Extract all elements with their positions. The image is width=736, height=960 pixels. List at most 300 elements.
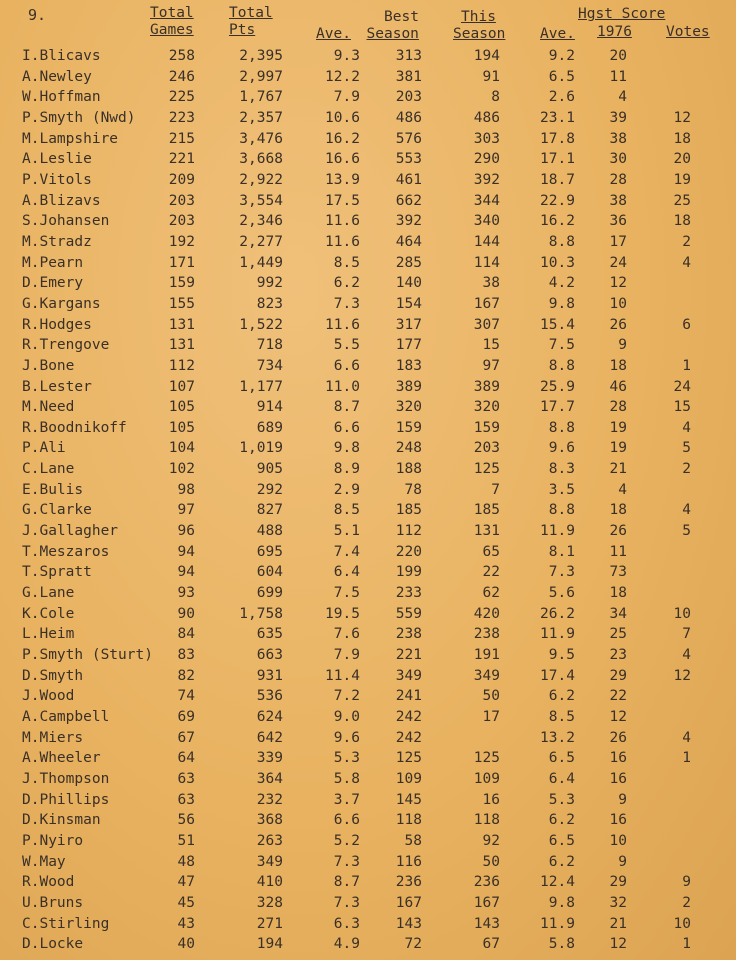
season-average-cell: 6.5	[548, 750, 575, 767]
player-name-cell: R.Wood	[22, 874, 75, 891]
total-pts-cell: 734	[256, 357, 283, 374]
average-cell: 6.6	[333, 357, 360, 374]
highest-score-cell: 4	[618, 481, 627, 498]
season-average-cell: 8.3	[548, 461, 575, 478]
highest-score-cell: 10	[609, 295, 627, 312]
best-season-cell: 349	[395, 667, 422, 684]
player-name-cell: A.Campbell	[22, 709, 110, 725]
votes-cell: 1	[682, 750, 691, 767]
player-name-cell: J.Bone	[22, 357, 75, 374]
best-season-cell: 285	[395, 254, 422, 271]
this-season-cell: 191	[473, 647, 500, 664]
votes-cell	[627, 831, 691, 852]
votes-cell: 1	[682, 936, 691, 953]
this-season-cell: 125	[473, 461, 500, 478]
table-row	[22, 604, 691, 625]
average-cell: 6.3	[333, 915, 360, 932]
player-name-cell: M.Need	[22, 399, 75, 416]
average-cell: 11.0	[325, 378, 360, 395]
average-cell: 7.4	[333, 543, 360, 560]
highest-score-cell: 28	[609, 171, 627, 188]
table-row	[22, 253, 691, 274]
average-cell: 11.6	[325, 316, 360, 333]
player-name-cell: W.Hoffman	[22, 89, 101, 106]
total-games-cell: 43	[177, 915, 195, 932]
average-cell: 9.0	[333, 709, 360, 725]
votes-cell	[627, 542, 691, 563]
best-season-cell: 242	[395, 709, 422, 725]
total-games-cell: 258	[168, 48, 195, 64]
votes-cell: 4	[682, 254, 691, 271]
total-pts-cell: 3,476	[239, 130, 283, 147]
season-average-cell: 6.2	[548, 853, 575, 870]
best-season-cell: 140	[395, 275, 422, 292]
player-name-cell: D.Phillips	[22, 791, 110, 808]
header-year: 1976	[597, 24, 632, 40]
total-games-cell: 246	[168, 68, 195, 85]
best-season-cell: 145	[395, 791, 422, 808]
total-games-cell: 64	[177, 750, 195, 767]
header-games-bottom: Games	[150, 22, 194, 38]
this-season-cell: 392	[473, 171, 500, 188]
total-pts-cell: 2,997	[239, 68, 283, 85]
average-cell: 16.6	[325, 151, 360, 168]
table-row	[22, 521, 691, 542]
total-games-cell: 63	[177, 791, 195, 808]
table-row	[22, 377, 691, 398]
highest-score-cell: 25	[609, 626, 627, 643]
best-season-cell: 313	[395, 48, 422, 64]
best-season-cell: 199	[395, 564, 422, 581]
best-season-cell: 381	[395, 68, 422, 85]
this-season-cell: 62	[482, 585, 500, 602]
player-name-cell: P.Nyiro	[22, 832, 84, 849]
player-name-cell: G.Lane	[22, 585, 75, 602]
total-pts-cell: 364	[256, 770, 283, 787]
this-season-cell: 167	[473, 894, 500, 911]
total-games-cell: 192	[168, 233, 195, 250]
votes-cell	[627, 562, 691, 583]
best-season-cell: 389	[395, 378, 422, 395]
header-best-top: Best	[384, 9, 419, 25]
best-season-cell: 58	[404, 832, 422, 849]
votes-cell: 2	[682, 233, 691, 250]
table-row	[22, 315, 691, 336]
table-row	[22, 459, 691, 480]
best-season-cell: 220	[395, 543, 422, 560]
total-pts-cell: 3,668	[239, 151, 283, 168]
player-name-cell: R.Hodges	[22, 316, 92, 333]
highest-score-cell: 16	[609, 812, 627, 829]
season-average-cell: 13.2	[540, 729, 575, 746]
this-season-cell: 7	[491, 481, 500, 498]
season-average-cell: 6.2	[548, 812, 575, 829]
votes-cell: 12	[673, 109, 691, 126]
total-pts-cell: 931	[256, 667, 283, 684]
best-season-cell: 183	[395, 357, 422, 374]
player-name-cell: C.Stirling	[22, 915, 110, 932]
header-best-season	[366, 9, 419, 43]
highest-score-cell: 46	[609, 378, 627, 395]
average-cell: 8.7	[333, 874, 360, 891]
average-cell: 5.2	[333, 832, 360, 849]
average-cell: 8.5	[333, 254, 360, 271]
highest-score-cell: 21	[609, 461, 627, 478]
player-name-cell: A.Wheeler	[22, 750, 101, 767]
highest-score-cell: 10	[609, 832, 627, 849]
average-cell: 7.6	[333, 626, 360, 643]
player-name-cell: A.Leslie	[22, 151, 92, 168]
average-cell: 5.8	[333, 770, 360, 787]
highest-score-cell: 38	[609, 192, 627, 209]
total-games-cell: 209	[168, 171, 195, 188]
average-cell: 13.9	[325, 171, 360, 188]
season-average-cell: 8.8	[548, 502, 575, 519]
best-season-cell: 143	[395, 915, 422, 932]
votes-cell	[627, 810, 691, 831]
season-average-cell: 2.6	[548, 89, 575, 106]
average-cell: 11.6	[325, 213, 360, 230]
average-cell: 9.3	[333, 48, 360, 64]
votes-cell	[627, 335, 691, 356]
player-name-cell: D.Emery	[22, 275, 84, 292]
season-average-cell: 12.4	[540, 874, 575, 891]
votes-cell: 10	[673, 605, 691, 622]
header-pts-bottom: Pts	[229, 22, 256, 38]
votes-cell: 6	[682, 316, 691, 333]
average-cell: 5.3	[333, 750, 360, 767]
average-cell: 5.5	[333, 337, 360, 354]
total-games-cell: 48	[177, 853, 195, 870]
table-row	[22, 852, 691, 873]
season-average-cell: 6.2	[548, 688, 575, 705]
total-pts-cell: 992	[256, 275, 283, 292]
total-games-cell: 107	[168, 378, 195, 395]
total-games-cell: 131	[168, 337, 195, 354]
highest-score-cell: 73	[609, 564, 627, 581]
this-season-cell: 238	[473, 626, 500, 643]
average-cell: 6.6	[333, 419, 360, 436]
table-row	[22, 748, 691, 769]
season-average-cell: 8.5	[548, 709, 575, 725]
total-pts-cell: 339	[256, 750, 283, 767]
this-season-cell: 16	[482, 791, 500, 808]
votes-cell: 7	[682, 626, 691, 643]
this-season-cell: 144	[473, 233, 500, 250]
season-average-cell: 9.5	[548, 647, 575, 664]
header-best-bottom: Season	[366, 26, 419, 42]
best-season-cell: 241	[395, 688, 422, 705]
this-season-cell: 92	[482, 832, 500, 849]
best-season-cell: 464	[395, 233, 422, 250]
votes-cell	[627, 273, 691, 294]
table-row	[22, 831, 691, 852]
this-season-cell: 15	[482, 337, 500, 354]
this-season-cell	[422, 728, 500, 749]
votes-cell	[627, 686, 691, 707]
table-row	[22, 87, 691, 108]
best-season-cell: 238	[395, 626, 422, 643]
player-name-cell: M.Lampshire	[22, 130, 119, 147]
total-games-cell: 94	[177, 564, 195, 581]
total-games-cell: 155	[168, 295, 195, 312]
highest-score-cell: 11	[609, 543, 627, 560]
total-games-cell: 90	[177, 605, 195, 622]
votes-cell: 10	[673, 915, 691, 932]
player-name-cell: M.Miers	[22, 729, 84, 746]
best-season-cell: 233	[395, 585, 422, 602]
total-games-cell: 63	[177, 770, 195, 787]
votes-cell: 4	[682, 419, 691, 436]
player-name-cell: D.Locke	[22, 936, 84, 953]
header-this-top: This	[461, 9, 496, 25]
table-row	[22, 170, 691, 191]
total-pts-cell: 292	[256, 481, 283, 498]
votes-cell	[627, 583, 691, 604]
table-row	[22, 728, 691, 749]
total-pts-cell: 699	[256, 585, 283, 602]
votes-cell: 5	[682, 440, 691, 457]
season-average-cell: 26.2	[540, 605, 575, 622]
total-games-cell: 97	[177, 502, 195, 519]
total-pts-cell: 263	[256, 832, 283, 849]
highest-score-cell: 9	[618, 337, 627, 354]
total-pts-cell: 905	[256, 461, 283, 478]
average-cell: 8.9	[333, 461, 360, 478]
season-average-cell: 16.2	[540, 213, 575, 230]
player-name-cell: J.Wood	[22, 688, 75, 705]
season-average-cell: 11.9	[540, 626, 575, 643]
total-games-cell: 82	[177, 667, 195, 684]
best-season-cell: 553	[395, 151, 422, 168]
total-pts-cell: 2,395	[239, 48, 283, 64]
votes-cell: 19	[673, 171, 691, 188]
header-ave: Ave.	[316, 26, 351, 42]
total-pts-cell: 827	[256, 502, 283, 519]
table-row	[22, 542, 691, 563]
highest-score-cell: 30	[609, 151, 627, 168]
highest-score-cell: 18	[609, 585, 627, 602]
this-season-cell: 290	[473, 151, 500, 168]
total-games-cell: 105	[168, 399, 195, 416]
player-name-cell: R.Trengove	[22, 337, 110, 354]
this-season-cell: 420	[473, 605, 500, 622]
average-cell: 5.1	[333, 523, 360, 540]
table-row	[22, 624, 691, 645]
best-season-cell: 662	[395, 192, 422, 209]
votes-cell	[627, 46, 691, 67]
header-highest-score: Hgst Score	[578, 6, 666, 22]
this-season-cell: 340	[473, 213, 500, 230]
total-games-cell: 102	[168, 461, 195, 478]
best-season-cell: 236	[395, 874, 422, 891]
total-games-cell: 69	[177, 709, 195, 725]
total-pts-cell: 349	[256, 853, 283, 870]
total-games-cell: 96	[177, 523, 195, 540]
season-average-cell: 17.8	[540, 130, 575, 147]
highest-score-cell: 26	[609, 729, 627, 746]
highest-score-cell: 20	[609, 48, 627, 64]
votes-cell	[627, 87, 691, 108]
season-average-cell: 5.6	[548, 585, 575, 602]
table-row	[22, 149, 691, 170]
total-games-cell: 74	[177, 688, 195, 705]
header-games-top: Total	[150, 5, 194, 21]
total-games-cell: 98	[177, 481, 195, 498]
average-cell: 8.5	[333, 502, 360, 519]
highest-score-cell: 29	[609, 874, 627, 891]
table-row	[22, 707, 691, 728]
highest-score-cell: 16	[609, 770, 627, 787]
player-name-cell: M.Stradz	[22, 233, 92, 250]
votes-cell	[627, 294, 691, 315]
total-pts-cell: 642	[256, 729, 283, 746]
total-pts-cell: 194	[256, 936, 283, 953]
total-games-cell: 47	[177, 874, 195, 891]
player-name-cell: W.May	[22, 853, 66, 870]
best-season-cell: 177	[395, 337, 422, 354]
season-average-cell: 9.6	[548, 440, 575, 457]
average-cell: 6.2	[333, 275, 360, 292]
votes-cell	[627, 852, 691, 873]
table-row	[22, 583, 691, 604]
votes-cell	[627, 769, 691, 790]
season-average-cell: 5.3	[548, 791, 575, 808]
total-pts-cell: 689	[256, 419, 283, 436]
total-games-cell: 40	[177, 936, 195, 953]
highest-score-cell: 36	[609, 213, 627, 230]
highest-score-cell: 32	[609, 894, 627, 911]
this-season-cell: 203	[473, 440, 500, 457]
player-name-cell: S.Johansen	[22, 213, 110, 230]
best-season-cell: 248	[395, 440, 422, 457]
table-row	[22, 273, 691, 294]
season-average-cell: 9.8	[548, 894, 575, 911]
this-season-cell: 159	[473, 419, 500, 436]
table-row	[22, 191, 691, 212]
highest-score-cell: 9	[618, 853, 627, 870]
highest-score-cell: 12	[609, 275, 627, 292]
highest-score-cell: 9	[618, 791, 627, 808]
total-games-cell: 159	[168, 275, 195, 292]
this-season-cell: 97	[482, 357, 500, 374]
best-season-cell: 242	[395, 729, 422, 746]
this-season-cell: 50	[482, 853, 500, 870]
total-games-cell: 223	[168, 109, 195, 126]
season-average-cell: 10.3	[540, 254, 575, 271]
total-pts-cell: 232	[256, 791, 283, 808]
player-name-cell: C.Lane	[22, 461, 75, 478]
season-average-cell: 4.2	[548, 275, 575, 292]
highest-score-cell: 29	[609, 667, 627, 684]
this-season-cell: 344	[473, 192, 500, 209]
total-pts-cell: 1,758	[239, 605, 283, 622]
total-pts-cell: 2,922	[239, 171, 283, 188]
total-games-cell: 105	[168, 419, 195, 436]
average-cell: 7.9	[333, 89, 360, 106]
this-season-cell: 486	[473, 109, 500, 126]
player-name-cell: T.Spratt	[22, 564, 92, 581]
table-row	[22, 438, 691, 459]
player-name-cell: A.Blizavs	[22, 192, 101, 209]
season-average-cell: 5.8	[548, 936, 575, 953]
season-average-cell: 3.5	[548, 481, 575, 498]
votes-cell: 4	[682, 647, 691, 664]
header-ave2: Ave.	[540, 26, 575, 42]
votes-cell: 9	[682, 874, 691, 891]
table-row	[22, 914, 691, 935]
highest-score-cell: 23	[609, 647, 627, 664]
best-season-cell: 72	[404, 936, 422, 953]
table-row	[22, 232, 691, 253]
player-name-cell: A.Newley	[22, 68, 92, 85]
votes-cell	[627, 790, 691, 811]
total-games-cell: 45	[177, 894, 195, 911]
total-pts-cell: 823	[256, 295, 283, 312]
player-name-cell: P.Smyth (Sturt)	[22, 647, 153, 664]
header-total-pts	[229, 5, 273, 39]
highest-score-cell: 26	[609, 523, 627, 540]
player-name-cell: P.Smyth (Nwd)	[22, 109, 136, 126]
average-cell: 17.5	[325, 192, 360, 209]
votes-cell	[627, 67, 691, 88]
highest-score-cell: 19	[609, 419, 627, 436]
season-average-cell: 25.9	[540, 378, 575, 395]
average-cell: 9.8	[333, 440, 360, 457]
highest-score-cell: 22	[609, 688, 627, 705]
total-games-cell: 215	[168, 130, 195, 147]
season-average-cell: 23.1	[540, 109, 575, 126]
table-row	[22, 418, 691, 439]
average-cell: 6.4	[333, 564, 360, 581]
best-season-cell: 116	[395, 853, 422, 870]
highest-score-cell: 21	[609, 915, 627, 932]
votes-cell	[627, 480, 691, 501]
total-games-cell: 84	[177, 626, 195, 643]
total-pts-cell: 1,449	[239, 254, 283, 271]
total-games-cell: 56	[177, 812, 195, 829]
header-pts-top: Total	[229, 5, 273, 21]
season-average-cell: 17.4	[540, 667, 575, 684]
this-season-cell: 65	[482, 543, 500, 560]
this-season-cell: 17	[482, 709, 500, 725]
this-season-cell: 91	[482, 68, 500, 85]
season-average-cell: 11.9	[540, 915, 575, 932]
player-name-cell: D.Smyth	[22, 667, 84, 684]
table-row	[22, 810, 691, 831]
table-row	[22, 397, 691, 418]
table-row	[22, 769, 691, 790]
average-cell: 2.9	[333, 481, 360, 498]
highest-score-cell: 39	[609, 109, 627, 126]
average-cell: 8.7	[333, 399, 360, 416]
best-season-cell: 461	[395, 171, 422, 188]
votes-cell: 1	[682, 357, 691, 374]
season-average-cell: 17.7	[540, 399, 575, 416]
this-season-cell: 118	[473, 812, 500, 829]
player-name-cell: J.Thompson	[22, 770, 110, 787]
best-season-cell: 559	[395, 605, 422, 622]
season-average-cell: 6.4	[548, 770, 575, 787]
player-name-cell: P.Vitols	[22, 171, 92, 188]
best-season-cell: 112	[395, 523, 422, 540]
table-row	[22, 211, 691, 232]
highest-score-cell: 26	[609, 316, 627, 333]
this-season-cell: 389	[473, 378, 500, 395]
table-row	[22, 46, 691, 67]
table-row	[22, 108, 691, 129]
total-pts-cell: 1,177	[239, 378, 283, 395]
